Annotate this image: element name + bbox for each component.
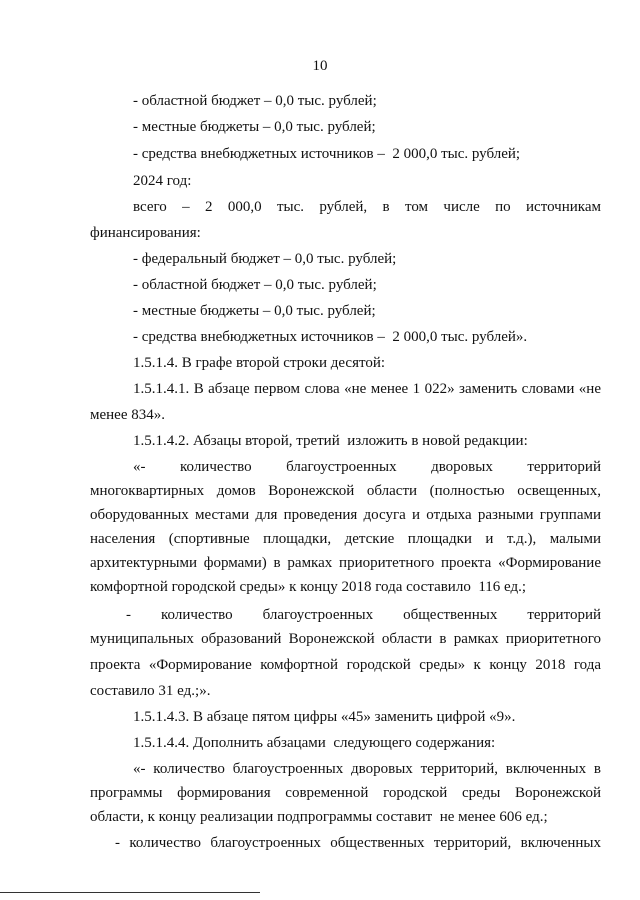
page-number: 10 bbox=[312, 58, 328, 74]
text-line: - областной бюджет – 0,0 тыс. рублей; bbox=[133, 93, 377, 109]
text-line: архитектурными формами) в рамках приоритетного проекта «Формирование bbox=[90, 555, 601, 571]
text-line: - количество благоустроенных общественных территорий bbox=[126, 607, 601, 623]
text-line: - количество благоустроенных общественных территорий, включенных bbox=[115, 835, 601, 851]
text-line: «- количество благоустроенных дворовых территорий, включенных в bbox=[133, 761, 601, 777]
text-line: всего – 2 000,0 тыс. рублей, в том числе по источникам bbox=[133, 199, 601, 215]
text-line: населения (спортивные площадки, детские площадки и т.д.), малыми bbox=[90, 531, 601, 547]
text-line: составило 31 ед.;». bbox=[90, 683, 211, 699]
footer-rule bbox=[0, 892, 260, 893]
text-line: 1.5.1.4. В графе второй строки десятой: bbox=[133, 355, 386, 371]
text-line: менее 834». bbox=[90, 407, 165, 423]
text-line: многоквартирных домов Воронежской области (полностью освещенных, bbox=[90, 483, 601, 499]
text-line: проекта «Формирование комфортной городской среды» к концу 2018 года bbox=[90, 657, 601, 673]
text-line: - местные бюджеты – 0,0 тыс. рублей; bbox=[133, 303, 376, 319]
text-line: финансирования: bbox=[90, 225, 201, 241]
text-line: области, к концу реализации подпрограммы составит не менее 606 ед.; bbox=[90, 809, 548, 825]
text-line: 1.5.1.4.4. Дополнить абзацами следующего содержания: bbox=[133, 735, 496, 751]
text-line: 1.5.1.4.1. В абзаце первом слова «не менее 1 022» заменить словами «не bbox=[133, 381, 601, 397]
text-line: «- количество благоустроенных дворовых территорий bbox=[133, 459, 601, 475]
text-line: - областной бюджет – 0,0 тыс. рублей; bbox=[133, 277, 377, 293]
text-line: 2024 год: bbox=[133, 173, 192, 189]
text-line: - федеральный бюджет – 0,0 тыс. рублей; bbox=[133, 251, 397, 267]
text-line: - средства внебюджетных источников – 2 000,0 тыс. рублей». bbox=[133, 329, 528, 345]
text-line: - местные бюджеты – 0,0 тыс. рублей; bbox=[133, 119, 376, 135]
text-line: - средства внебюджетных источников – 2 000,0 тыс. рублей; bbox=[133, 146, 521, 162]
text-line: 1.5.1.4.2. Абзацы второй, третий изложить в новой редакции: bbox=[133, 433, 528, 449]
text-line: 1.5.1.4.3. В абзаце пятом цифры «45» заменить цифрой «9». bbox=[133, 709, 516, 725]
text-line: комфортной городской среды» к концу 2018 года составило 116 ед.; bbox=[90, 579, 527, 595]
text-line: оборудованных местами для проведения досуга и отдыха разными группами bbox=[90, 507, 601, 523]
text-line: муниципальных образований Воронежской области в рамках приоритетного bbox=[90, 631, 601, 647]
text-line: программы формирования современной городской среды Воронежской bbox=[90, 785, 601, 801]
